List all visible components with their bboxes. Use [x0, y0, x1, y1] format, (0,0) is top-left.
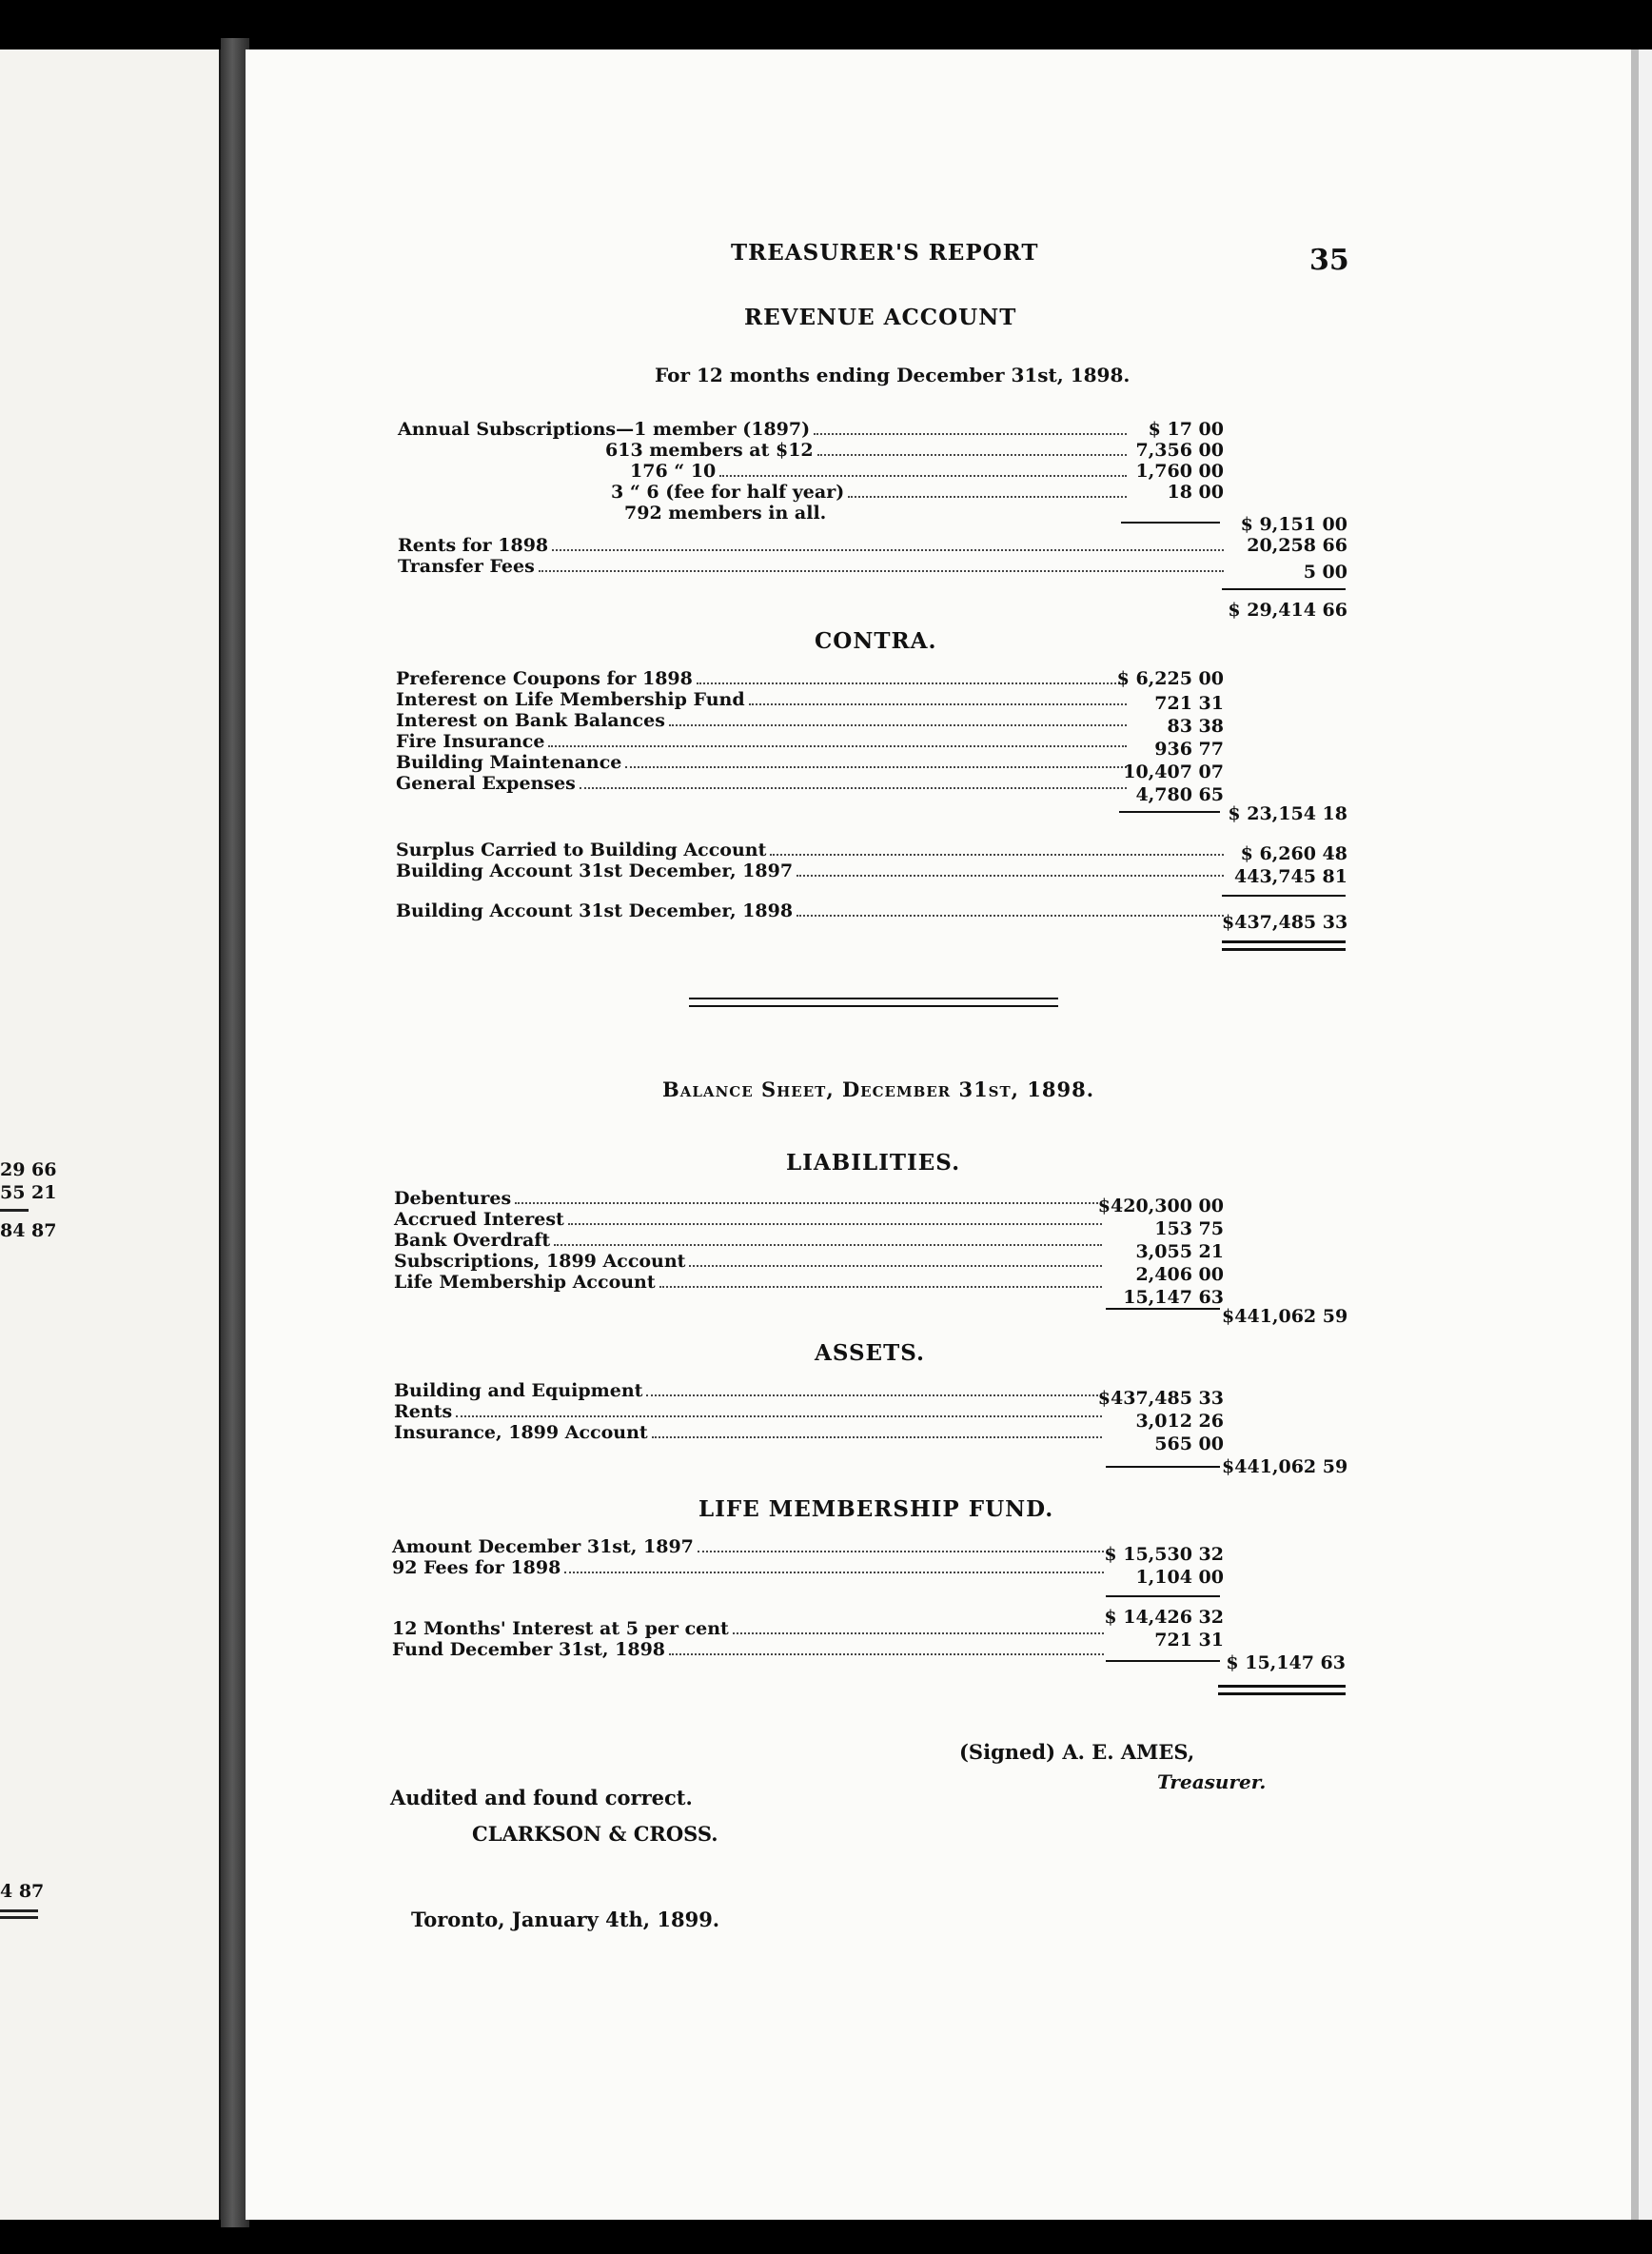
- row-label: Interest on Life Membership Fund: [396, 689, 745, 710]
- contra-row: [396, 710, 1131, 731]
- surplus-row: [396, 840, 1228, 860]
- double-rule-top: [1218, 1685, 1346, 1688]
- leader-dots: [796, 875, 1224, 877]
- leader-dots: [554, 1244, 1102, 1246]
- row-value: 7,356 00: [1135, 440, 1224, 461]
- subtotal-rule: [1106, 1595, 1220, 1597]
- contra-total: $ 23,154 18: [1228, 803, 1347, 824]
- row-label: Building Maintenance: [396, 752, 622, 773]
- row-value: 721 31: [1154, 693, 1224, 714]
- row-label: Annual Subscriptions—1 member (1897): [398, 419, 811, 440]
- row-label: Building Account 31st December, 1897: [396, 860, 794, 881]
- row-label: 92 Fees for 1898: [392, 1557, 561, 1578]
- liabilities-total: $441,062 59: [1222, 1306, 1348, 1327]
- life-fund-title: LIFE MEMBERSHIP FUND.: [698, 1496, 1054, 1522]
- leader-dots: [749, 703, 1127, 705]
- double-rule-top: [1222, 940, 1346, 943]
- leader-dots: [698, 1551, 1104, 1552]
- row-label: 176 “ 10: [630, 461, 717, 482]
- members-total: $ 9,151 00: [1240, 514, 1347, 535]
- row-value: 565 00: [1154, 1433, 1224, 1454]
- building-1898-total: $437,485 33: [1222, 912, 1348, 933]
- life-fund-row: [392, 1557, 1108, 1578]
- row-value: 20,258 66: [1247, 535, 1347, 556]
- row-label: Surplus Carried to Building Account: [396, 840, 767, 860]
- balance-sheet-title: Balance Sheet, December 31st, 1898.: [662, 1078, 1095, 1101]
- row-value: $437,485 33: [1097, 1388, 1224, 1409]
- row-label: Life Membership Account: [394, 1272, 656, 1293]
- subtotal-rule: [1121, 522, 1220, 524]
- liability-row: [394, 1188, 1106, 1209]
- annual-subscriptions-row: [398, 419, 1131, 440]
- row-value: 721 31: [1154, 1630, 1224, 1651]
- row-value: 3,012 26: [1135, 1411, 1224, 1432]
- assets-total: $441,062 59: [1222, 1456, 1348, 1477]
- leader-dots: [625, 766, 1127, 768]
- leader-dots: [659, 1286, 1102, 1288]
- row-value: $ 17 00: [1148, 419, 1224, 440]
- facing-page-fragment: 4 87: [0, 1881, 45, 1902]
- life-fund-total: $ 15,147 63: [1226, 1652, 1346, 1673]
- liability-row: [394, 1209, 1106, 1230]
- sub-line-row: [611, 482, 1131, 503]
- row-value: 2,406 00: [1135, 1264, 1224, 1285]
- row-value: 936 77: [1154, 739, 1224, 760]
- row-value: 5 00: [1303, 562, 1347, 583]
- row-label: Fire Insurance: [396, 731, 545, 752]
- leader-dots: [689, 1265, 1102, 1267]
- row-value: $ 6,225 00: [1116, 668, 1224, 689]
- life-fund-row: [392, 1536, 1108, 1557]
- signer-role: Treasurer.: [1157, 1770, 1267, 1793]
- facing-page-rule: [0, 1909, 38, 1912]
- double-rule-bottom: [1222, 948, 1346, 951]
- row-value: 3,055 21: [1135, 1241, 1224, 1262]
- building-1898-row: [396, 900, 1228, 921]
- revenue-subtitle: For 12 months ending December 31st, 1898.: [655, 364, 1131, 386]
- members-total-label: 792 members in all.: [624, 503, 827, 524]
- row-value: $420,300 00: [1097, 1196, 1224, 1216]
- facing-page-rule: [0, 1916, 38, 1919]
- row-label: Bank Overdraft: [394, 1230, 551, 1251]
- total-rule: [1222, 588, 1346, 590]
- row-label: Amount December 31st, 1897: [392, 1536, 694, 1557]
- liability-row: [394, 1251, 1106, 1272]
- subtotal-rule: [1106, 1308, 1220, 1310]
- row-value: 10,407 07: [1123, 761, 1224, 782]
- row-label: 12 Months' Interest at 5 per cent: [392, 1618, 729, 1639]
- row-label: General Expenses: [396, 773, 576, 794]
- row-value: 1,104 00: [1135, 1567, 1224, 1588]
- row-label: Interest on Bank Balances: [396, 710, 665, 731]
- leader-dots: [669, 724, 1127, 726]
- row-label: Rents for 1898: [398, 535, 549, 556]
- asset-row: [394, 1422, 1106, 1443]
- auditors: CLARKSON & CROSS.: [472, 1822, 718, 1846]
- asset-row: [394, 1380, 1106, 1401]
- row-value: $ 15,530 32: [1104, 1544, 1224, 1565]
- rents-row: [398, 535, 1228, 556]
- section-separator-bottom: [689, 1005, 1058, 1007]
- leader-dots: [697, 682, 1127, 684]
- leader-dots: [548, 745, 1127, 747]
- leader-dots: [796, 915, 1224, 917]
- row-label: Building Account 31st December, 1898: [396, 900, 794, 921]
- leader-dots: [539, 570, 1224, 572]
- page-number: 35: [1309, 244, 1349, 277]
- row-value: 15,147 63: [1123, 1287, 1224, 1308]
- facing-page-fragment: 55 21: [0, 1182, 57, 1203]
- sub-line-row: [630, 461, 1131, 482]
- row-value: 83 38: [1167, 716, 1224, 737]
- row-label: Transfer Fees: [398, 556, 535, 577]
- row-label: Fund December 31st, 1898: [392, 1639, 666, 1660]
- subtotal-rule: [1106, 1660, 1220, 1662]
- life-fund-row: [392, 1618, 1108, 1639]
- facing-page-rule: [0, 1209, 29, 1212]
- facing-page-fragment: 84 87: [0, 1220, 57, 1241]
- leader-dots: [552, 549, 1224, 551]
- contra-title: CONTRA.: [815, 628, 937, 654]
- leader-dots: [770, 854, 1224, 856]
- running-title: TREASURER'S REPORT: [731, 240, 1039, 266]
- place-date: Toronto, January 4th, 1899.: [411, 1908, 720, 1931]
- row-label: Preference Coupons for 1898: [396, 668, 693, 689]
- building-1897-row: [396, 860, 1228, 881]
- row-label: Building and Equipment: [394, 1380, 643, 1401]
- total-rule: [1222, 895, 1346, 897]
- page-edge: [1631, 49, 1639, 2220]
- leader-dots: [719, 475, 1127, 477]
- asset-row: [394, 1401, 1106, 1422]
- leader-dots: [848, 496, 1127, 498]
- leader-dots: [456, 1415, 1102, 1417]
- row-value: 18 00: [1167, 482, 1224, 503]
- subtotal-rule: [1119, 811, 1220, 813]
- leader-dots: [580, 787, 1127, 789]
- page-edge-outer: [1639, 49, 1652, 2220]
- contra-row: [396, 752, 1131, 773]
- row-value: 4,780 65: [1135, 784, 1224, 805]
- row-value: 153 75: [1154, 1218, 1224, 1239]
- row-label: Accrued Interest: [394, 1209, 564, 1230]
- audit-statement: Audited and found correct.: [390, 1786, 693, 1809]
- liability-row: [394, 1272, 1106, 1293]
- leader-dots: [564, 1572, 1104, 1573]
- contra-row: [396, 773, 1131, 794]
- signed-by: (Signed) A. E. AMES,: [959, 1740, 1195, 1764]
- facing-page-fragment: 29 66: [0, 1159, 57, 1180]
- row-label: Subscriptions, 1899 Account: [394, 1251, 686, 1272]
- contra-row: [396, 689, 1131, 710]
- contra-row: [396, 731, 1131, 752]
- life-fund-subtotal: $ 14,426 32: [1104, 1607, 1224, 1628]
- leader-dots: [515, 1202, 1102, 1204]
- contra-row: [396, 668, 1131, 689]
- row-value: 1,760 00: [1135, 461, 1224, 482]
- revenue-grand-total: $ 29,414 66: [1228, 600, 1347, 621]
- row-label: 3 “ 6 (fee for half year): [611, 482, 845, 503]
- row-label: Debentures: [394, 1188, 512, 1209]
- liabilities-title: LIABILITIES.: [786, 1150, 961, 1176]
- leader-dots: [646, 1394, 1102, 1396]
- leader-dots: [814, 433, 1127, 435]
- leader-dots: [568, 1223, 1102, 1225]
- assets-title: ASSETS.: [815, 1340, 926, 1366]
- row-label: 613 members at $12: [605, 440, 814, 461]
- row-label: Rents: [394, 1401, 453, 1422]
- revenue-title: REVENUE ACCOUNT: [744, 305, 1017, 330]
- leader-dots: [652, 1436, 1102, 1438]
- leader-dots: [733, 1632, 1104, 1634]
- transfer-fees-row: [398, 556, 1228, 577]
- sub-line-row: [605, 440, 1131, 461]
- leader-dots: [817, 454, 1127, 456]
- subtotal-rule: [1106, 1466, 1220, 1468]
- row-value: 443,745 81: [1234, 866, 1347, 887]
- row-value: $ 6,260 48: [1240, 843, 1347, 864]
- row-label: Insurance, 1899 Account: [394, 1422, 648, 1443]
- liability-row: [394, 1230, 1106, 1251]
- life-fund-row: [392, 1639, 1108, 1660]
- leader-dots: [669, 1653, 1104, 1655]
- double-rule-bottom: [1218, 1692, 1346, 1695]
- section-separator-top: [689, 998, 1058, 999]
